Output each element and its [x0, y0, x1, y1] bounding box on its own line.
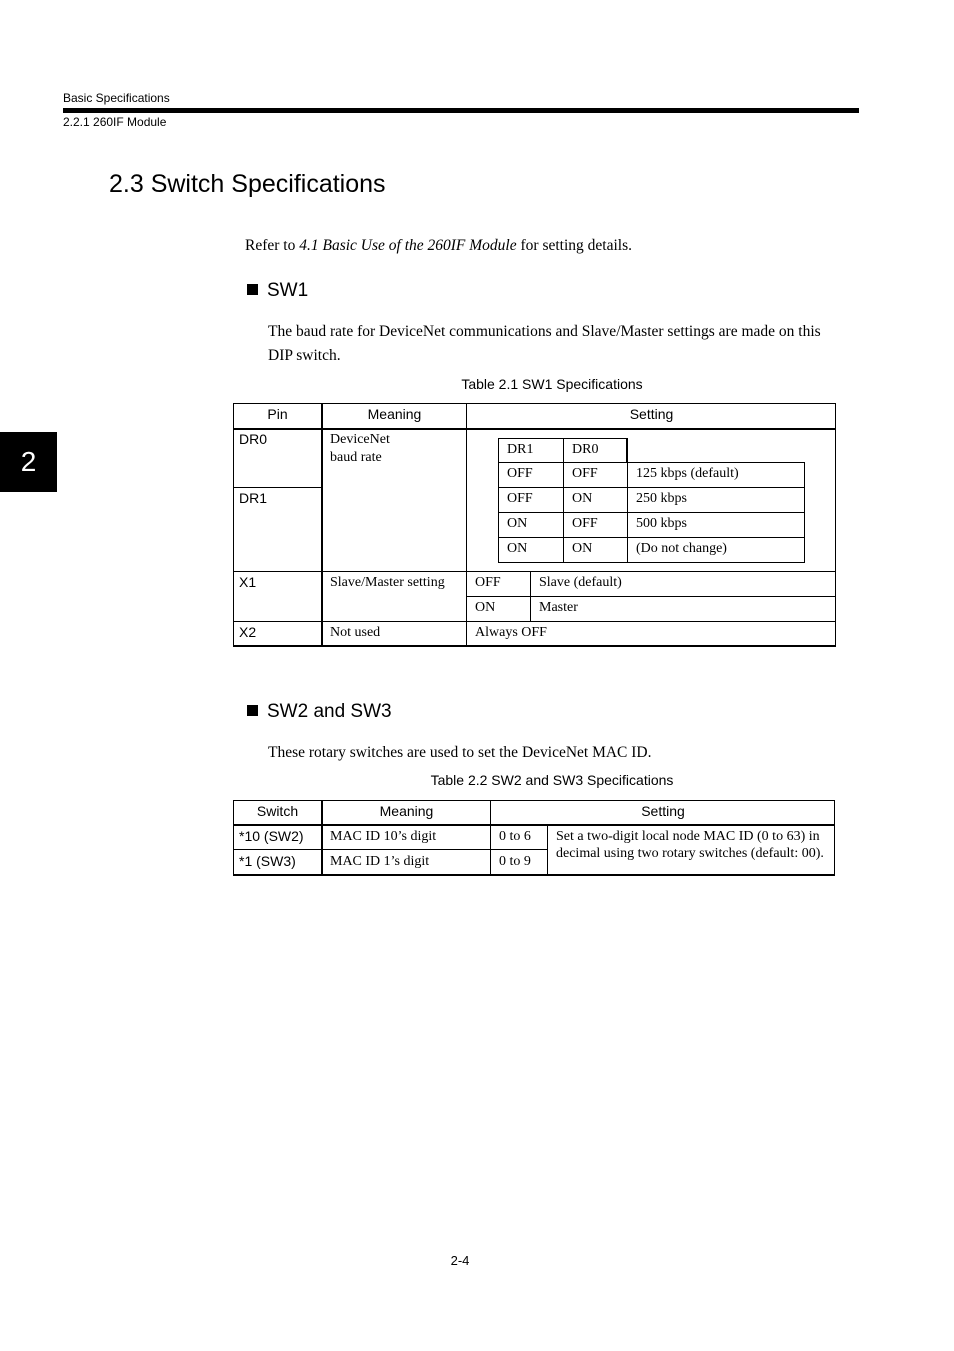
x1-meaning: Slave/Master setting [330, 575, 445, 590]
baud-table-row-sep [498, 512, 805, 513]
baud-rate-value: 250 kbps [636, 491, 687, 506]
pin-dr1: DR1 [239, 490, 268, 506]
table1-row-sep [233, 621, 836, 622]
sw1-heading-text: SW1 [267, 280, 309, 301]
table2-header-setting: Setting [641, 803, 685, 819]
square-bullet-icon [247, 284, 258, 295]
x1-option-state: ON [475, 600, 496, 615]
table2-header-rule [233, 824, 835, 826]
header-rule [63, 108, 859, 113]
x1-option-label: Slave (default) [539, 575, 622, 590]
x2-meaning: Not used [330, 625, 381, 640]
baud-table-col-sep [627, 438, 628, 563]
sw23-heading [247, 701, 392, 723]
baud-rate-value: 125 kbps (default) [636, 466, 739, 481]
baud-cell: OFF [572, 516, 598, 531]
mac-setting-note-line1: Set a two-digit local node MAC ID (0 to 63) in [556, 829, 820, 844]
baud-rate-value: (Do not change) [636, 541, 727, 556]
table2-header-meaning: Meaning [379, 803, 434, 819]
table1-header-pin: Pin [267, 406, 288, 422]
table1-header-rule [233, 428, 836, 430]
table2-caption: Table 2.2 SW2 and SW3 Specifications [430, 772, 674, 788]
x1-option-label: Master [539, 600, 578, 615]
switch-sw2: *10 (SW2) [239, 828, 304, 844]
sw1-heading [247, 280, 308, 302]
table1-col-sep [530, 571, 531, 621]
baud-meaning-line1: DeviceNet [330, 432, 390, 447]
intro-prefix: Refer to [245, 237, 300, 254]
baud-cell: OFF [507, 466, 533, 481]
running-header-title: Basic Specifications [63, 91, 170, 105]
baud-cell: ON [507, 516, 528, 531]
table1-header-meaning: Meaning [367, 406, 422, 422]
table1-caption: Table 2.1 SW1 Specifications [461, 376, 643, 392]
chapter-tab: 2 [0, 432, 57, 492]
table1-row-sep [233, 571, 836, 572]
pin-x2: X2 [239, 624, 257, 640]
sw23-description: These rotary switches are used to set the DeviceNet MAC ID. [268, 744, 652, 761]
baud-rate-value: 500 kbps [636, 516, 687, 531]
intro-paragraph [245, 234, 632, 258]
baud-meaning-line2: baud rate [330, 450, 382, 465]
x1-option-state: OFF [475, 575, 501, 590]
sw2-range: 0 to 6 [499, 829, 531, 844]
sw3-range: 0 to 9 [499, 854, 531, 869]
baud-cell: OFF [572, 466, 598, 481]
intro-suffix: for setting details. [516, 237, 632, 254]
sw2-meaning: MAC ID 10’s digit [330, 829, 437, 844]
baud-table-col-sep [563, 438, 564, 563]
table1-col-sep [466, 403, 467, 646]
baud-table-row-sep [498, 537, 805, 538]
pin-x1: X1 [239, 574, 257, 590]
baud-table-row-sep [498, 487, 805, 488]
table2-col-sep [547, 825, 548, 875]
section-title: 2.3 Switch Specifications [109, 170, 386, 198]
mac-setting-note-line2: decimal using two rotary switches (default: 00). [556, 846, 824, 861]
table2-header-switch: Switch [256, 803, 299, 819]
baud-cell: ON [572, 491, 593, 506]
page-number: 2-4 [450, 1253, 470, 1268]
sw1-description: The baud rate for DeviceNet communications and Slave/Master settings are made on this DIP switch. [268, 323, 821, 364]
table2-row-sep [233, 849, 548, 850]
sw23-heading-text: SW2 and SW3 [267, 701, 392, 722]
intro-reference: 4.1 Basic Use of the 260IF Module [299, 237, 517, 254]
table1-row-sep [233, 487, 322, 488]
baud-cell: ON [572, 541, 593, 556]
square-bullet-icon [247, 705, 258, 716]
table1-row-sep [466, 596, 836, 597]
baud-cell: ON [507, 541, 528, 556]
baud-header-dr0: DR0 [572, 442, 599, 457]
baud-cell: OFF [507, 491, 533, 506]
table1-header-setting: Setting [629, 406, 674, 422]
baud-header-dr1: DR1 [507, 442, 534, 457]
running-header-subsection: 2.2.1 260IF Module [63, 115, 167, 129]
pin-dr0: DR0 [239, 431, 268, 447]
table1-col-sep [321, 403, 323, 646]
switch-sw3: *1 (SW3) [239, 853, 296, 869]
x2-setting: Always OFF [475, 625, 547, 640]
sw3-meaning: MAC ID 1’s digit [330, 854, 430, 869]
